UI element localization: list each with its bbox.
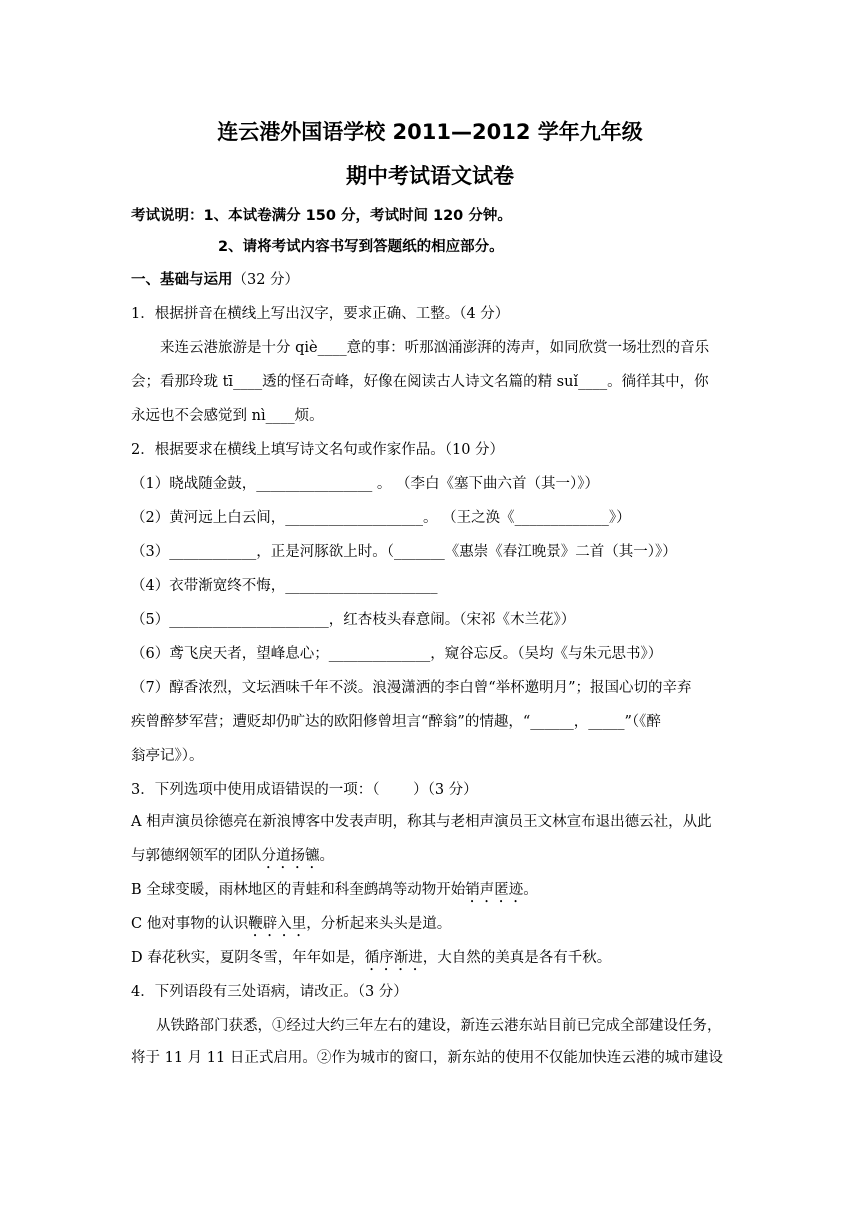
- instructions-line2: 2、请将考试内容书写到答题纸的相应部分。: [218, 239, 504, 255]
- q1-line3: 永远也不会感觉到 nì____烦。: [131, 408, 324, 424]
- q2-item-6: （6）鸢飞戾天者，望峰息心；______________，窥谷忘反。（吴均《与朱元思书》）: [131, 646, 663, 662]
- q3-option-a-idiom: 分道扬镳: [261, 848, 320, 864]
- q3-option-a-line1: A 相声演员徐德亮在新浪博客中发表声明，称其与老相声演员王文林宣布退出德云社，从此: [131, 814, 712, 830]
- q1-line2: 会；看那玲珑 tī____透的怪石奇峰，好像在阅读古人诗文名篇的精 suǐ____。徜徉其中，你: [131, 374, 709, 390]
- q2-item-5: （5）______________________，红杏枝头春意闹。（宋祁《木兰花》）: [131, 612, 576, 628]
- q1-stem: 1．根据拼音在横线上写出汉字，要求正确、工整。（4 分）: [131, 306, 510, 322]
- section1-heading: [131, 270, 731, 290]
- q2-item-7-line3: 翁亭记》）。: [131, 748, 204, 764]
- q1-line1: 来连云港旅游是十分 qiè____意的事：听那汹涌澎湃的涛声，如同欣赏一场壮烈的音乐: [160, 340, 710, 356]
- q2-item-7-line2: 疾曾醉梦军营；遭贬却仍旷达的欧阳修曾坦言“醉翁”的情趣，“______，_____”（《醉: [131, 714, 661, 730]
- q4-line2: 将于 11 月 11 日正式启用。②作为城市的窗口，新东站的使用不仅能加快连云港的城市建设: [131, 1050, 723, 1066]
- q3-option-d-idiom: 循序渐进: [364, 950, 423, 966]
- q2-item-3: （3）____________，正是河豚欲上时。（_______《惠崇《春江晚景》二首（其一）》）: [131, 544, 677, 560]
- q2-stem: 2．根据要求在横线上填写诗文名句或作家作品。（10 分）: [131, 442, 505, 458]
- section1-score: （32 分）: [232, 272, 300, 288]
- q2-item-4: （4）衣带渐宽终不悔，_____________________: [131, 578, 438, 594]
- exam-title-line2: 期中考试语文试卷: [346, 164, 514, 188]
- q3-option-a-text: 与郭德纲领军的团队: [131, 848, 262, 864]
- q3-option-b: [131, 880, 731, 906]
- exam-title-line1: 连云港外国语学校 2011—2012 学年九年级: [217, 120, 643, 144]
- instructions-line1: 考试说明：1、本试卷满分 150 分，考试时间 120 分钟。: [131, 208, 512, 224]
- q4-line1: 从铁路部门获悉，①经过大约三年左右的建设，新连云港东站目前已完成全部建设任务，: [156, 1018, 722, 1034]
- q2-item-7-line1: （7）醇香浓烈，文坛酒味千年不淡。浪漫潇洒的李白曾“举杯邀明月”；报国心切的辛弃: [131, 680, 692, 696]
- q3-option-c: [131, 914, 731, 940]
- q3-stem: 3．下列选项中使用成语错误的一项：（ ）（3 分）: [131, 782, 478, 798]
- q3-option-a-end: 。: [319, 848, 334, 864]
- q3-option-b-idiom: 销声匿迹: [465, 882, 524, 898]
- q3-option-a-line2: [131, 846, 731, 872]
- q3-option-d-end: ，大自然的美真是各有千秋。: [422, 950, 612, 966]
- q3-option-c-idiom: 鞭辟入里: [248, 916, 307, 932]
- q2-item-1: （1）晓战随金鼓，________________ 。 （李白《塞下曲六首（其一）》）: [131, 476, 599, 492]
- q3-option-b-text: B 全球变暖，雨林地区的青蛙和科奎鹧鸪等动物开始: [131, 882, 466, 898]
- q4-stem: 4．下列语段有三处语病，请改正。（3 分）: [131, 984, 408, 1000]
- q3-option-c-text: C 他对事物的认识: [131, 916, 249, 932]
- q3-option-b-end: 。: [523, 882, 538, 898]
- q3-option-c-end: ，分析起来头头是道。: [306, 916, 452, 932]
- q3-option-d: [131, 948, 731, 974]
- q2-item-2: （2）黄河远上白云间，___________________。 （王之涣《_____________》）: [131, 510, 631, 526]
- q3-option-d-text: D 春花秋实，夏阴冬雪，年年如是，: [131, 950, 365, 966]
- section1-title: 一、基础与运用: [131, 272, 233, 288]
